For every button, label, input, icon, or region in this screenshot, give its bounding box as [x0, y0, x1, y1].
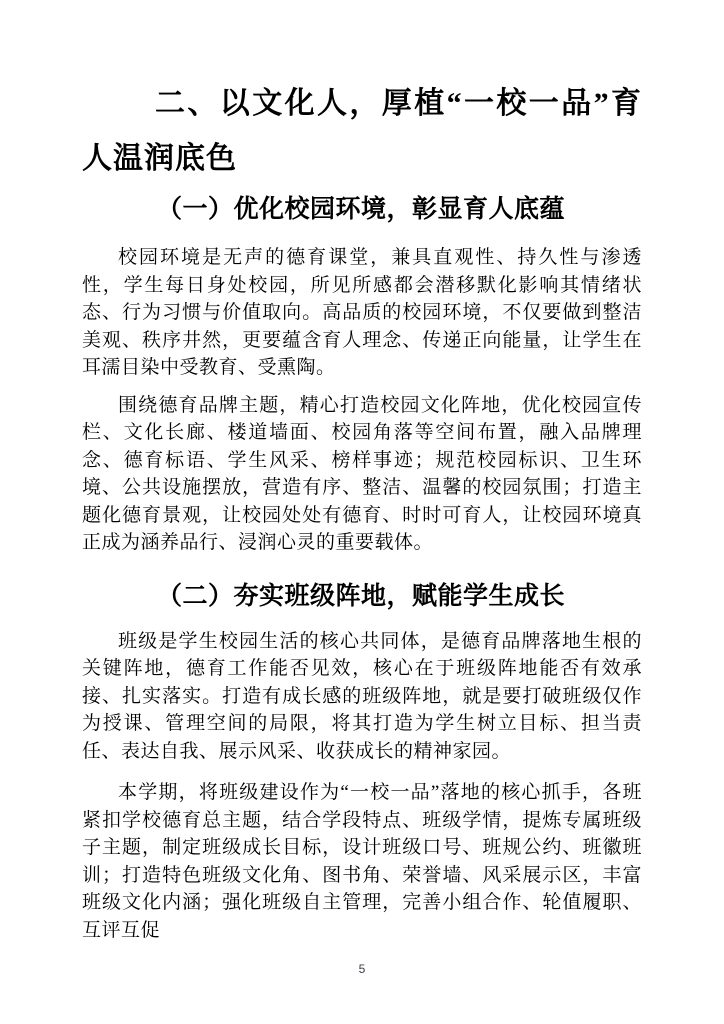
paragraph: 班级是学生校园生活的核心共同体，是德育品牌落地生根的关键阵地，德育工作能否见效，核心在于班级阵地能否有效承接、扎实落实。打造有成长感的班级阵地，就是要打破班级仅作为授课、管理空间的局限，将其打造为学生树立目标、担当责任、表达自我、展示风采、收获成长的精神家园。 [82, 630, 642, 762]
document-content [0, 76, 724, 944]
section-heading-1: （一）优化校园环境，彰显育人底蕴 [157, 196, 566, 223]
chapter-title: 二、以文化人，厚植“一校一品”育人温润底色 [82, 87, 642, 175]
page-number: 5 [358, 962, 366, 976]
paragraph: 围绕德育品牌主题，精心打造校园文化阵地，优化校园宣传栏、文化长廊、楼道墙面、校园角落等空间布置，融入品牌理念、德育标语、学生风采、榜样事迹；规范校园标识、卫生环境、公共设施摆放，营造有序、整洁、温馨的校园氛围；打造主题化德育景观，让校园处处有德育、时时可育人，让校园环境真正成为涵养品行、浸润心灵的重要载体。 [82, 394, 642, 553]
paragraph: 本学期，将班级建设作为“一校一品”落地的核心抓手，各班紧扣学校德育总主题，结合学段特点、班级学情，提炼专属班级子主题，制定班级成长目标，设计班级口号、班规公约、班徽班训；打造特色班级文化角、图书角、荣誉墙、风采展示区，丰富班级文化内涵；强化班级自主管理，完善小组合作、轮值履职、互评互促 [82, 782, 642, 941]
section-heading-2: （二）夯实班级阵地，赋能学生成长 [157, 582, 566, 610]
paragraph: 校园环境是无声的德育课堂，兼具直观性、持久性与渗透性，学生每日身处校园，所见所感都会潜移默化影响其情绪状态、行为习惯与价值取向。高品质的校园环境，不仅要做到整洁美观、秩序井然，更要蕴含育人理念、传递正向能量，让学生在耳濡目染中受教育、受熏陶。 [82, 247, 642, 378]
